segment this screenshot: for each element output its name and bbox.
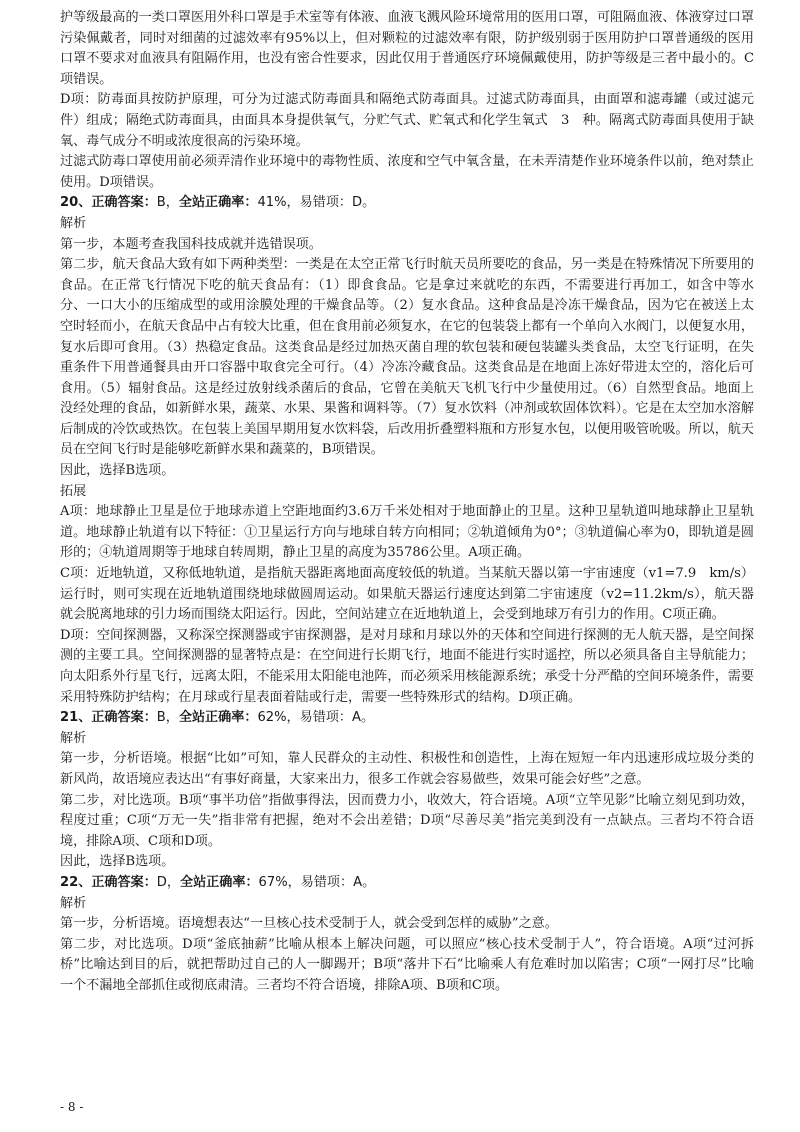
document-body [60, 8, 754, 997]
correct-answer-value: B， [156, 195, 179, 211]
section-heading: 解析 [60, 895, 87, 911]
accuracy-value: 62%， [257, 710, 300, 726]
paragraph: 因此，选择B选项。 [60, 854, 175, 870]
paragraph: 第一步，本题考查我国科技成就并选错误项。 [60, 236, 322, 252]
correct-answer-label: 正确答案： [91, 874, 157, 890]
common-wrong-option: 易错项：D。 [299, 195, 376, 211]
paragraph: 因此，选择B选项。 [60, 463, 175, 479]
answer-line-21 [60, 708, 754, 729]
correct-answer-value: D， [156, 874, 180, 890]
correct-answer-value: B， [156, 710, 179, 726]
paragraph: D项：空间探测器，又称深空探测器或宇宙探测器，是对月球和月球以外的天体和空间进行探测的无人航天器，是空间探测的主要工具。空间探测器的显著特点是：在空间进行长期飞行，地面不能进行实时遥控，所以必须具备自主导航能力；向太阳系外行星飞行，远离太阳，不能采用太阳能电池阵，而必须采用核能源系统；承受十分严酷的空间环境条件，需要采用特殊防护结构；在月球或行星表面着陆或行走，需要一些特殊形式的结构。D项正确。 [60, 627, 754, 705]
section-heading: 解析 [60, 215, 87, 231]
paragraph: 第一步，分析语境。根据“比如”可知，靠人民群众的主动性、积极性和创造性，上海在短短一年内迅速形成垃圾分类的新风尚，故语境应表达出“有事好商量，大家来出力，很多工作就会容易做些，效果可能会好些”之意。 [60, 751, 754, 787]
question-number: 21、 [60, 710, 92, 726]
paragraph: A项：地球静止卫星是位于地球赤道上空距地面约3.6万千米处相对于地面静止的卫星。这种卫星轨道叫地球静止卫星轨道。地球静止轨道有以下特征：①卫星运行方向与地球自转方向相同；②轨道倾角为0°；③轨道偏心率为0，即轨道是圆形的；④轨道周期等于地球自转周期，静止卫星的高度为35786公里。A项正确。 [60, 504, 754, 561]
question-number: 22、 [60, 874, 92, 890]
paragraph: 过滤式防毒口罩使用前必须弄清作业环境中的毒物性质、浓度和空气中氧含量，在未弄清楚作业环境条件以前，绝对禁止使用。D项错误。 [60, 154, 754, 190]
page-number: - 8 - [60, 1100, 84, 1114]
section-heading: 拓展 [60, 483, 87, 499]
correct-answer-label: 正确答案： [91, 710, 157, 726]
common-wrong-option: 易错项：A。 [300, 874, 376, 890]
paragraph: C项：近地轨道，又称低地轨道，是指航天器距离地面高度较低的轨道。当某航天器以第一宇宙速度（v1=7.9 km/s）运行时，则可实现在近地轨道围绕地球做圆周运动。如果航天器运行速度达到第二宇宙速度（v2=11.2km/s），航天器就会脱离地球的引力场而围绕太阳运行。因此，空间站建立在近地轨道上，会受到地球万有引力的作用。C项正确。 [60, 566, 754, 623]
question-number: 20、 [60, 195, 92, 211]
paragraph: D项：防毒面具按防护原理，可分为过滤式防毒面具和隔绝式防毒面具。过滤式防毒面具，由面罩和滤毒罐（或过滤元件）组成；隔绝式防毒面具，由面具本身提供氧气，分贮气式、贮氧式和化学生氧式 3 种。隔离式防毒面具使用于缺氧、毒气成分不明或浓度很高的污染环境。 [60, 92, 754, 149]
answer-line-22 [60, 873, 754, 894]
paragraph: 第二步，航天食品大致有如下两种类型：一类是在太空正常飞行时航天员所要吃的食品，另一类是在特殊情况下所要用的食品。在正常飞行情况下吃的航天食品有：（1）即食食品。它是拿过来就吃的东西，不需要进行再加工，如含中等水分、一口大小的压缩成型的或用涂膜处理的干燥食品等。（2）复水食品。这种食品是冷冻干燥食品，因为它在被送上太空时轻而小，在航天食品中占有较大比重，但在食用前必须复水，在它的包装袋上都有一个单向入水阀门，以便复水用，复水后即可食用。（3）热稳定食品。这类食品是经过加热灭菌自理的软包装和硬包装罐头类食品，太空飞行证明，在失重条件下用普通餐具由开口容器中取食完全可行。（4）冷冻冷藏食品。这类食品是在地面上冻好带进太空的，溶化后可食用。（5）辐射食品。这是经过放射线杀菌后的食品，它曾在美航天飞机飞行中少量使用过。（6）自然型食品。地面上没经处理的食品，如新鲜水果，蔬菜、水果、果酱和调料等。（7）复水饮料（冲剂或软固体饮料）。它是在太空加水溶解后制成的冷饮或热饮。在包装上美国早期用复水饮料袋，后改用折叠塑料瓶和方形复水包，以便用吸管吮吸。所以，航天员在空间飞行时是能够吃新鲜水果和蔬菜的，B项错误。 [60, 257, 754, 458]
accuracy-label: 全站正确率： [179, 874, 259, 890]
paragraph: 第一步，分析语境。语境想表达“一旦核心技术受制于人，就会受到怎样的威胁”之意。 [60, 916, 558, 932]
accuracy-value: 41%， [257, 195, 300, 211]
paragraph: 第二步，对比选项。B项“事半功倍”指做事得法，因而费力小，收效大，符合语境。A项“立竿见影”比喻立刻见到功效，程度过重；C项“万无一失”指非常有把握，绝对不会出差错；D项“尽善尽美”指完美到没有一点缺点。三者均不符合语境，排除A项、C项和D项。 [60, 792, 754, 849]
accuracy-value: 67%， [258, 874, 301, 890]
paragraph: 护等级最高的一类口罩医用外科口罩是手术室等有体液、血液飞溅风险环境常用的医用口罩，可阻隔血液、体液穿过口罩污染佩戴者，同时对细菌的过滤效率有95%以上，但对颗粒的过滤效率有限，防护级别弱于医用防护口罩普通级的医用口罩不要求对血液具有阻隔作用，也没有密合性要求，因此仅用于普通医疗环境佩戴使用，防护等级是三者中最小的。C项错误。 [60, 10, 754, 87]
answer-line-20 [60, 193, 754, 214]
section-heading: 解析 [60, 730, 87, 746]
common-wrong-option: 易错项：A。 [299, 710, 375, 726]
paragraph: 第二步，对比选项。D项“釜底抽薪”比喻从根本上解决问题，可以照应“核心技术受制于人”，符合语境。A项“过河拆桥”比喻达到目的后，就把帮助过自己的人一脚踢开；B项“落井下石”比喻乘人有危难时加以陷害；C项“一网打尽”比喻一个不漏地全部抓住或彻底肃清。三者均不符合语境，排除A项、B项和C项。 [60, 936, 754, 993]
accuracy-label: 全站正确率： [178, 710, 258, 726]
accuracy-label: 全站正确率： [178, 195, 258, 211]
correct-answer-label: 正确答案： [91, 195, 157, 211]
